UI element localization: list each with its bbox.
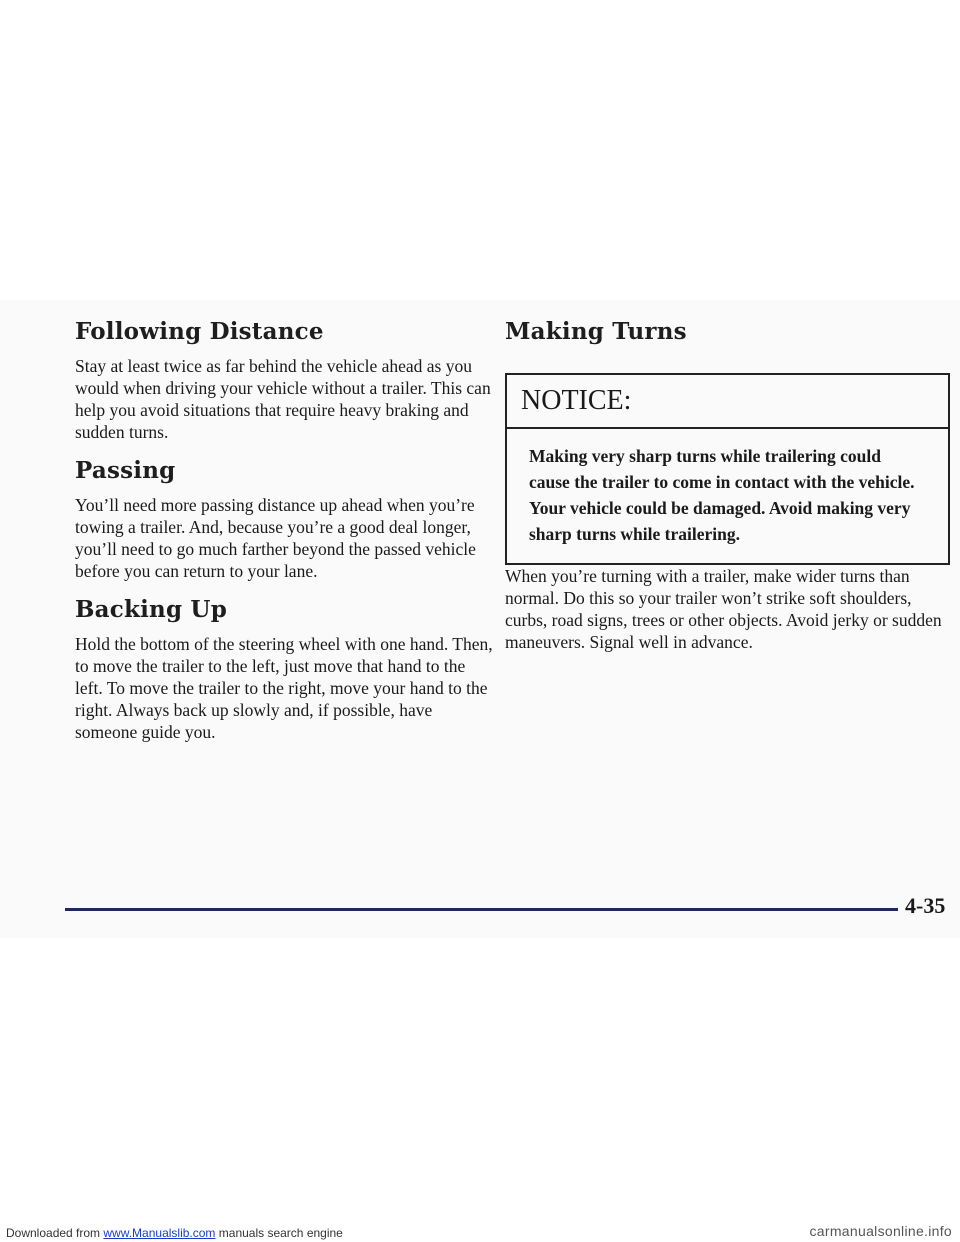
notice-heading: NOTICE:: [507, 375, 948, 429]
footer-prefix: Downloaded from: [6, 1226, 104, 1240]
passing-text: You’ll need more passing distance up ahead when you’re towing a trailer. And, because you’re a good deal longer, you’ll need to go much farther beyond the passed vehicle before you can return to your lane.: [75, 495, 476, 581]
notice-box: [505, 373, 950, 565]
following-distance-text: Stay at least twice as far behind the vehicle ahead as you would when driving your vehicle without a trailer. This can help you avoid situations that require heavy braking and sudden turns.: [75, 356, 491, 442]
watermark: carmanualsonline.info: [809, 1223, 952, 1239]
making-turns-text: When you’re turning with a trailer, make wider turns than normal. Do this so your trailer won’t strike soft shoulders, curbs, road signs, trees or other objects. Avoid jerky or sudden maneuvers. Signal well in advance.: [505, 566, 942, 652]
page-number: 4-35: [905, 893, 946, 918]
footer-rule: [65, 908, 898, 911]
manualslib-link[interactable]: www.Manualslib.com: [103, 1226, 216, 1240]
passing-heading: Passing: [75, 457, 176, 484]
download-footer: [6, 1226, 343, 1240]
notice-text: Making very sharp turns while trailering could cause the trailer to come in contact with the vehicle. Your vehicle could be damaged. Avoid making very sharp turns while trailering.: [529, 446, 915, 544]
footer-suffix: manuals search engine: [215, 1226, 343, 1240]
backing-up-text: Hold the bottom of the steering wheel with one hand. Then, to move the trailer to the left, just move that hand to the left. To move the trailer to the right, move your hand to the right. Always back up slowly and, if possible, have someone guide you.: [75, 634, 493, 742]
backing-up-heading: Backing Up: [75, 596, 227, 623]
left-column: [75, 318, 495, 743]
making-turns-heading: Making Turns: [505, 318, 687, 345]
right-column: [505, 318, 955, 653]
following-distance-heading: Following Distance: [75, 318, 324, 345]
